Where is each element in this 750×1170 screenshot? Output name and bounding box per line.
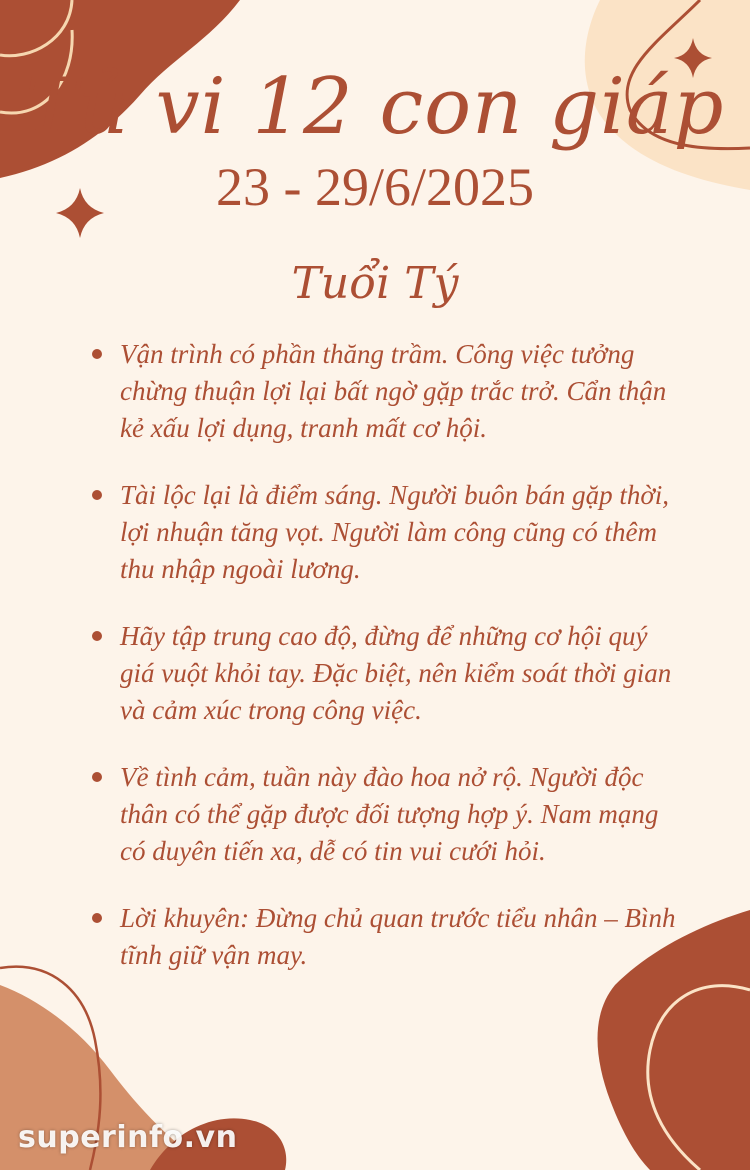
page-title: Tử vi 12 con giáp: [25, 62, 725, 152]
list-item-text: Về tình cảm, tuần này đào hoa nở rộ. Người độc thân có thể gặp được đối tượng hợp ý. Nam mạng có duyên tiến xa, dễ có tin vui cưới hỏi.: [120, 762, 659, 866]
bullet-icon: [92, 490, 102, 500]
date-range: 23 - 29/6/2025: [216, 157, 534, 217]
list-item: [92, 618, 682, 729]
list-item-text: Tài lộc lại là điểm sáng. Người buôn bán gặp thời, lợi nhuận tăng vọt. Người làm công cũng có thêm thu nhập ngoài lương.: [120, 480, 670, 584]
horoscope-list: [92, 336, 682, 1004]
watermark: superinfo.vn: [18, 1120, 238, 1155]
bullet-icon: [92, 631, 102, 641]
bullet-icon: [92, 349, 102, 359]
list-item-text: Lời khuyên: Đừng chủ quan trước tiểu nhân – Bình tĩnh giữ vận may.: [120, 903, 676, 970]
list-item: [92, 900, 682, 974]
zodiac-subtitle: Tuổi Tý: [291, 258, 459, 309]
list-item-text: Hãy tập trung cao độ, đừng để những cơ hội quý giá vuột khỏi tay. Đặc biệt, nên kiểm soát thời gian và cảm xúc trong công việc.: [120, 621, 672, 725]
list-item: [92, 759, 682, 870]
bullet-icon: [92, 772, 102, 782]
list-item: [92, 336, 682, 447]
list-item-text: Vận trình có phần thăng trầm. Công việc tưởng chừng thuận lợi lại bất ngờ gặp trắc trở. Cẩn thận kẻ xấu lợi dụng, tranh mất cơ hội.: [120, 339, 667, 443]
list-item: [92, 477, 682, 588]
bullet-icon: [92, 913, 102, 923]
